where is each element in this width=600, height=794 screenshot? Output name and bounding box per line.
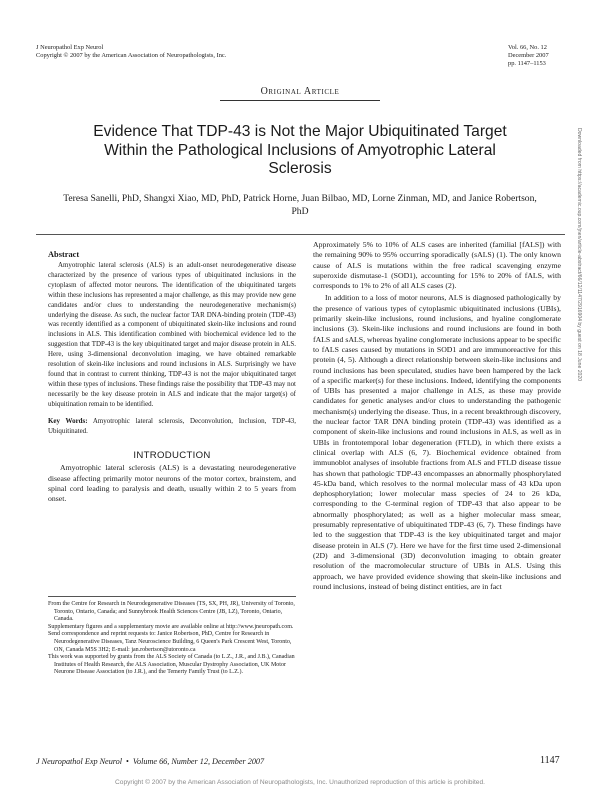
footer-journal-name: J Neuropathol Exp Neurol	[36, 757, 123, 766]
journal-name: J Neuropathol Exp Neurol	[36, 44, 104, 51]
footer-journal: J Neuropathol Exp Neurol • Volume 66, Number 12, December 2007	[36, 757, 265, 766]
introduction-heading: INTRODUCTION	[133, 450, 211, 462]
title-divider	[36, 234, 565, 235]
right-column	[313, 240, 561, 592]
copyright-line: Copyright © 2007 by the American Association of Neuropathologists, Inc.	[36, 52, 227, 60]
footnote-supplementary: Supplementary figures and a supplementary movie are available online at http://www.jneuropath.com.	[48, 623, 294, 630]
keywords-label: Key Words:	[48, 416, 88, 425]
abstract-heading: Abstract	[48, 250, 80, 259]
running-header-right	[508, 44, 549, 69]
running-header-left	[36, 44, 226, 60]
page-number: 1147	[540, 755, 560, 766]
page-range: pp. 1147–1153	[508, 60, 546, 68]
article-title: Evidence That TDP-43 is Not the Major Ubiquitinated Target Within the Pathological Inclusions of Amyotrophic Lateral Sclerosis	[93, 123, 507, 177]
introduction-paragraph: Amyotrophic lateral sclerosis (ALS) is a devastating neurodegenerative disease affecting primarily motor neurons of the motor cortex, brainstem, and spinal cord leading to paralysis and death, usually within 2 to 5 years from onset.	[48, 463, 296, 504]
affiliation-footnotes	[48, 601, 296, 677]
author-list: Teresa Sanelli, PhD, Shangxi Xiao, MD, PhD, Patrick Horne, Juan Bilbao, MD, Lorne Zinman, MD, and Janice Robertson, PhD	[63, 193, 537, 218]
article-type-rule	[220, 100, 380, 101]
body-paragraph-2: In addition to a loss of motor neurons, ALS is diagnosed pathologically by the presence of various types of cytoplasmic ubiquitinated inclusions (UBIs), primarily skein-like inclusions, round inclusions, and hyaline conglomerate inclusions (3). Skein-like inclusions and round inclusions are found in both fALS and sALS, whereas hyaline conglomerate inclusions appear to be specific to fALS cases caused by mutations in SOD1 and are immunoreactive for this protein (4, 5). Although a direct relationship between skein-like inclusions and round inclusions has been speculated, studies have been hampered by the lack of a specific marker(s) for these inclusions. Indeed, identifying the components of UBIs has presented a major challenge in ALS, as these may provide candidates for genetic analyses and/or clues to understanding the pathogenic mechanism(s) underlying the disease. Thus, in a recent breakthrough discovery, the nuclear factor TAR DNA binding protein (TDP-43) was identified as a component of skein-like inclusions and round inclusions in ALS, as well as in UBIs in frontotemporal lobar degeneration (FTLD), in which there exists a clinical overlap with ALS (6, 7). Biochemical evidence obtained from immunoblot analyses of insoluble fractions from ALS and FTLD disease tissue has shown that pathologic TDP-43 encompasses an abnormally phosphorylated 45-kDa band, which resolves to the normal molecular mass of 43 kDa upon dephosphorylation; lower molecular mass species of 24 to 26 kDa, corresponding to the C-terminal region of TDP-43 that also appear to be abnormally phosphorylated; as well as a higher molecular mass smear, presumably representative of ubiquitinated TDP-43 (6, 7). These findings have led to the suggestion that TDP-43 is the key ubiquitinated target and major disease protein in ALS (7). Here we have for the first time used 2-dimensional (2D) and 3-dimensional (3D) deconvolution imaging to obtain greater resolution of the macromolecular structure of UBIs in ALS. Using this approach, we have provided evidence showing that skein-like inclusions and round inclusions, instead of being distinct entities, are in fact	[313, 293, 561, 591]
copyright-footer: Copyright © 2007 by the American Association of Neuropathologists, Inc. Unauthorized reproduction of this article is prohibited.	[115, 779, 485, 786]
footnote-divider	[48, 596, 296, 597]
footer-volume: Volume 66, Number 12, December 2007	[132, 757, 265, 766]
issue-date: December 2007	[508, 52, 549, 60]
download-watermark: Downloaded from https://academic.oup.com/jnen/article-abstract/66/12/1147/2916904 by guest on 18 June 2020	[576, 128, 582, 382]
footnote-affiliations: From the Centre for Research in Neurodegenerative Diseases (TS, SX, PH, JR), University of Toronto, Toronto, Ontario, Canada; and Sunnybrook Health Sciences Centre (JB, LZ), Toronto, Ontario, Canada.	[48, 601, 295, 623]
article-type-label: Original Article	[260, 86, 340, 97]
keywords	[48, 417, 296, 437]
abstract-body: Amyotrophic lateral sclerosis (ALS) is an adult-onset neurodegenerative disease characterized by the presence of various types of ubiquitinated inclusions in the cytoplasm of affected motor neurons. The identification of the ubiquitinated targets within these inclusions has represented a major challenge, as this may provide new gene candidates and/or clues to understanding the neurodegenerative mechanism(s) underlying the disease. As such, the nuclear factor TAR DNA-binding protein (TDP-43) was recently identified as a component of ubiquitinated skein-like inclusions and round inclusions in ALS. This identification combined with biochemical evidence led to the suggestion that TDP-43 is the key ubiquitinated target and major disease protein in ALS. Here, using 3-dimensional deconvolution imaging, we have obtained remarkable resolution of skein-like inclusions and round inclusions in ALS. Surprisingly we have found that in contrast to current thinking, TDP-43 is not the major ubiquitinated target within these types of inclusions. These findings raise the possibility that TDP-43 may not necessarily be the key disease protein in ALS and indicate that the major target(s) of ubiquitination remain to be identified.	[48, 261, 296, 408]
footnote-correspondence: Send correspondence and reprint requests to: Janice Robertson, PhD, Centre for Research in Neurodegenerative Diseases, Tanz Neuroscience Building, 6 Queen's Park Crescent West, Toronto, ON, Canada M5S 3H2; E-mail: jan.robertson@utoronto.ca	[48, 631, 292, 653]
footnote-funding: This work was supported by grants from the ALS Society of Canada (to L.Z., J.R., and J.B.), Canadian Institutes of Health Research, the ALS Association, Muscular Dystrophy Association, UK Motor Neurone Disease Association (to J.R.), and the Temerty Family Trust (to L.Z.).	[48, 654, 295, 676]
body-paragraph-1: Approximately 5% to 10% of ALS cases are inherited (familial [fALS]) with the remaining 90% to 95% occurring sporadically (sALS) (1). The only known cause of ALS is mutations within the free radical scavenging enzyme superoxide dismutase-1 (SOD1), accounting for 15% to 20% of fALS, with corresponds to 1% to 2% of all ALS cases (2).	[313, 240, 561, 291]
left-column	[48, 250, 296, 505]
volume-issue: Vol. 66, No. 12	[508, 44, 547, 51]
keywords-list: Amyotrophic lateral sclerosis, Deconvolution, Inclusion, TDP-43, Ubiquitinated.	[48, 416, 296, 435]
